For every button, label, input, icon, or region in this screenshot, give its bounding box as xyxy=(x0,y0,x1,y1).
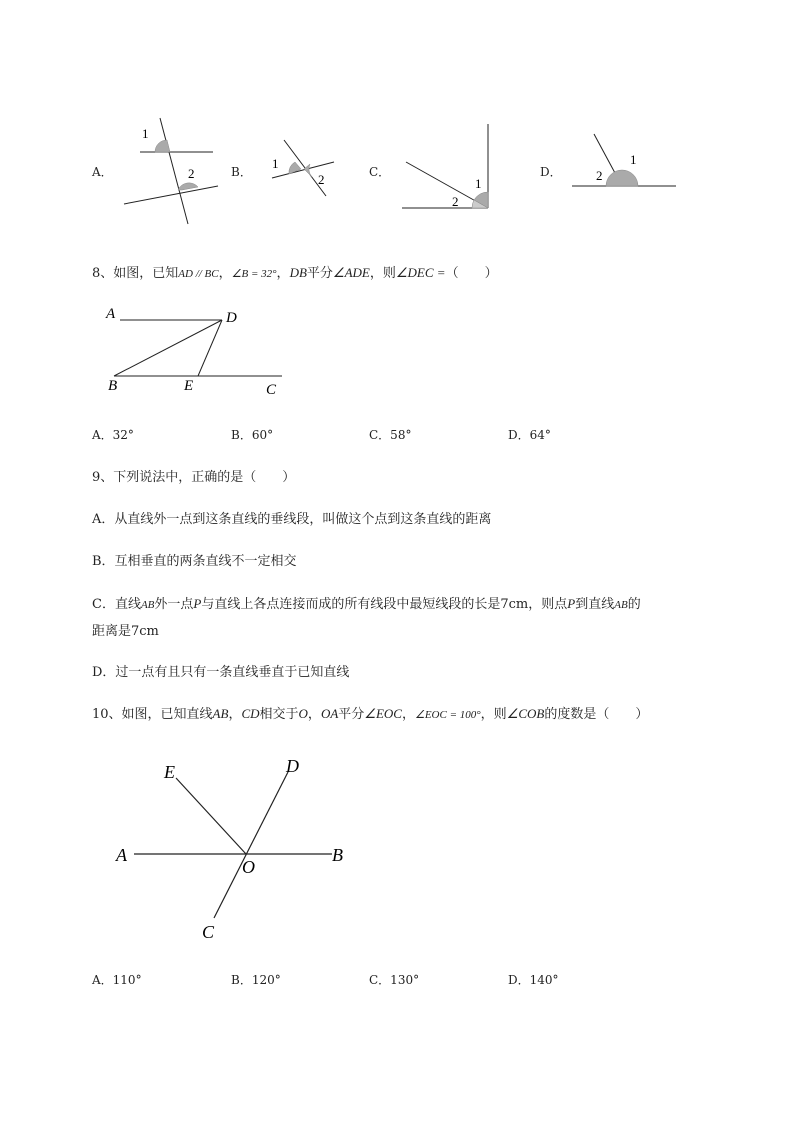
q10-p3: ， xyxy=(228,707,242,722)
q8-label-c: C xyxy=(266,382,277,398)
q10-option-d: D．140° xyxy=(508,973,559,987)
q7-figure-b xyxy=(262,132,342,202)
q7-c-angle-2: 2 xyxy=(452,194,459,209)
q9-stem: 9、下列说法中，正确的是（ ） xyxy=(92,470,296,485)
q10-label-c: C xyxy=(202,922,215,942)
q8-figure xyxy=(100,300,300,400)
q7-b-angle-1: 1 xyxy=(272,156,279,171)
q8-given-dec: ∠DEC = xyxy=(395,265,446,280)
q7-a-angle-2: 2 xyxy=(188,166,195,181)
q10-label-o: O xyxy=(242,857,255,877)
q10-p9: 平分 xyxy=(338,707,365,722)
q8-option-d: D．64° xyxy=(508,428,551,442)
q8-sep1: ， xyxy=(218,266,232,281)
q10-ab: AB xyxy=(212,706,229,721)
q7-option-b-letter: B． xyxy=(231,165,252,179)
q10-p13: ，则 xyxy=(480,707,507,722)
q10-p15: 的度数是（ ） xyxy=(544,707,649,722)
q8-label-b: B xyxy=(108,378,118,394)
q8-mid2: ，则 xyxy=(369,266,396,281)
q9-c-part-g: 到直线 xyxy=(575,597,615,612)
q7-figure-d xyxy=(570,128,680,192)
q7-figure-c xyxy=(400,122,495,212)
q10-cob: ∠COB xyxy=(506,706,545,721)
q7-d-angle-2: 2 xyxy=(596,168,603,183)
q9-c-part-i: 的 xyxy=(627,597,641,612)
q8-option-a: A．32° xyxy=(92,428,134,442)
q8-mid: 平分 xyxy=(306,266,333,281)
q8-option-c: C．58° xyxy=(369,428,412,442)
q9-c-ab2: AB xyxy=(614,599,628,611)
q9-option-b: B．互相垂直的两条直线不一定相交 xyxy=(92,554,297,569)
q10-eoc-value: ∠EOC = 100° xyxy=(414,709,481,721)
q9-c-part-c: 外一点 xyxy=(154,597,194,612)
q10-oa: OA xyxy=(320,706,339,721)
q7-c-angle-1: 1 xyxy=(475,176,482,191)
q9-c-p2: P xyxy=(567,596,576,611)
q9-option-c-line2: 距离是7cm xyxy=(92,624,159,639)
q8-option-b: B．60° xyxy=(231,428,274,442)
q10-p5: 相交于 xyxy=(259,707,299,722)
q9-c-part-e: 与直线上各点连接而成的所有线段中最短线段的长是7cm，则点 xyxy=(201,597,568,612)
q7-a-angle-1: 1 xyxy=(142,126,149,141)
q10-figure xyxy=(110,748,360,948)
q10-p7: ， xyxy=(307,707,321,722)
q7-option-a-letter: A． xyxy=(92,165,113,179)
q10-option-a: A．110° xyxy=(92,973,142,987)
q8-sep2: ， xyxy=(276,266,290,281)
q10-p11: ， xyxy=(401,707,415,722)
q10-p1: 10、如图，已知直线 xyxy=(92,707,213,722)
q8-label-d: D xyxy=(226,310,237,326)
q7-figure-a xyxy=(118,112,228,230)
q10-label-b: B xyxy=(332,845,343,865)
q8-blank: （ ） xyxy=(445,266,498,281)
q8-label-e: E xyxy=(184,378,194,394)
q10-label-e: E xyxy=(164,762,175,782)
q9-c-part-a: C．直线 xyxy=(92,597,141,612)
q10-option-c: C．130° xyxy=(369,973,420,987)
q7-d-angle-1: 1 xyxy=(630,152,637,167)
q8-prefix: 8、如图，已知 xyxy=(92,266,179,281)
q8-given-db: DB xyxy=(289,265,307,280)
q10-cd: CD xyxy=(241,706,260,721)
q9-option-a: A．从直线外一点到这条直线的垂线段，叫做这个点到这条直线的距离 xyxy=(92,512,492,527)
q8-label-a: A xyxy=(106,306,116,322)
q8-given-parallel: AD // BC xyxy=(178,268,219,280)
q9-option-d: D．过一点有且只有一条直线垂直于已知直线 xyxy=(92,665,350,680)
q8-given-angle-b: ∠B = 32° xyxy=(231,268,277,280)
q10-o: O xyxy=(298,706,308,721)
q10-label-d: D xyxy=(286,756,299,776)
q7-b-angle-2: 2 xyxy=(318,172,325,187)
q8-given-adE: ∠ADE xyxy=(332,265,370,280)
q10-eoc: ∠EOC xyxy=(364,706,402,721)
q9-c-p: P xyxy=(193,596,202,611)
q10-label-a: A xyxy=(116,845,127,865)
q8-stem xyxy=(92,262,498,281)
q7-option-d-letter: D． xyxy=(540,165,562,179)
q7-option-c-letter: C． xyxy=(369,165,391,179)
q10-option-b: B．120° xyxy=(231,973,281,987)
q9-option-c-line1 xyxy=(92,593,641,612)
q10-stem xyxy=(92,703,648,722)
q9-c-ab: AB xyxy=(140,599,155,611)
